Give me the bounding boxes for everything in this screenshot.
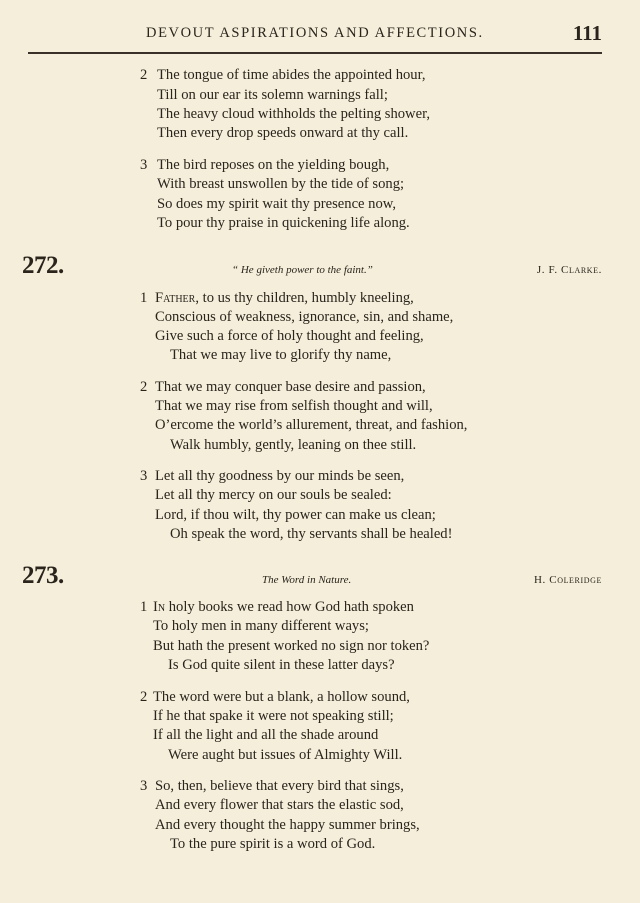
verse-line: O’ercome the world’s allurement, threat, and fashion, (155, 417, 468, 433)
verse-number: 1 (140, 599, 148, 615)
verse-line: Is God quite silent in these latter days? (168, 657, 395, 673)
verse-line: To the pure spirit is a word of God. (170, 836, 376, 852)
hymn-author: H. Coleridge (534, 574, 602, 586)
verse-line: The bird reposes on the yielding bough, (157, 157, 390, 173)
verse-line: Till on our ear its solemn warnings fall; (157, 87, 388, 103)
verse-line: Oh speak the word, thy servants shall be healed! (170, 526, 453, 542)
verse-line: Conscious of weakness, ignorance, sin, and shame, (155, 309, 454, 325)
verse-first-word: Father (155, 290, 196, 306)
verse-line: Let all thy goodness by our minds be seen, (155, 468, 405, 484)
hymn-subtitle: The Word in Nature. (262, 574, 352, 586)
verse-number: 1 (140, 290, 148, 306)
verse-line: That we may live to glorify thy name, (170, 347, 392, 363)
verse-line: Give such a force of holy thought and feeling, (155, 328, 424, 344)
verse-line: The heavy cloud withholds the pelting shower, (157, 106, 430, 122)
verse-line: The word were but a blank, a hollow sound, (153, 689, 410, 705)
hymn-number: 272. (22, 252, 64, 279)
verse-line: To pour thy praise in quickening life along. (157, 215, 410, 231)
verse-line: To holy men in many different ways; (153, 618, 369, 634)
verse-line: Were aught but issues of Almighty Will. (168, 747, 403, 763)
verse-line: So, then, believe that every bird that sings, (155, 778, 404, 794)
verse-line: So does my spirit wait thy presence now, (157, 196, 397, 212)
hymn-subtitle: “ He giveth power to the faint.” (232, 264, 373, 276)
verse-line-rest: , to us thy children, humbly kneeling, (195, 290, 414, 306)
verse-line: And every flower that stars the elastic sod, (155, 797, 404, 813)
verse-line (155, 290, 414, 307)
verse-line: That we may conquer base desire and passion, (155, 379, 426, 395)
verse-number: 3 (140, 778, 148, 794)
verse-number: 3 (140, 157, 148, 173)
verse-line: Let all thy mercy on our souls be sealed: (155, 487, 392, 503)
verse-line: That we may rise from selfish thought and will, (155, 398, 433, 414)
verse-line: If he that spake it were not speaking still; (153, 708, 394, 724)
verse-line: Then every drop speeds onward at thy call. (157, 125, 409, 141)
verse-number: 3 (140, 468, 148, 484)
header-rule (28, 52, 602, 54)
verse-number: 2 (140, 67, 148, 83)
running-title: DEVOUT ASPIRATIONS AND AFFECTIONS. (146, 25, 484, 41)
verse-line: Walk humbly, gently, leaning on thee still. (170, 437, 417, 453)
verse-first-word: In (153, 599, 166, 615)
verse-line: With breast unswollen by the tide of song; (157, 176, 405, 192)
verse-number: 2 (140, 689, 148, 705)
page-number: 111 (572, 21, 602, 45)
verse-line: And every thought the happy summer brings, (155, 817, 420, 833)
verse-line: If all the light and all the shade around (153, 727, 379, 743)
verse-line: Lord, if thou wilt, thy power can make us clean; (155, 507, 436, 523)
verse-number: 2 (140, 379, 148, 395)
hymn-author: J. F. Clarke. (536, 264, 602, 276)
page-header (28, 22, 602, 52)
verse-line: The tongue of time abides the appointed hour, (157, 67, 426, 83)
verse-line: But hath the present worked no sign nor token? (153, 638, 430, 654)
verse-line (153, 599, 414, 616)
verse-line-rest: holy books we read how God hath spoken (165, 599, 414, 615)
hymn-number: 273. (22, 562, 64, 589)
